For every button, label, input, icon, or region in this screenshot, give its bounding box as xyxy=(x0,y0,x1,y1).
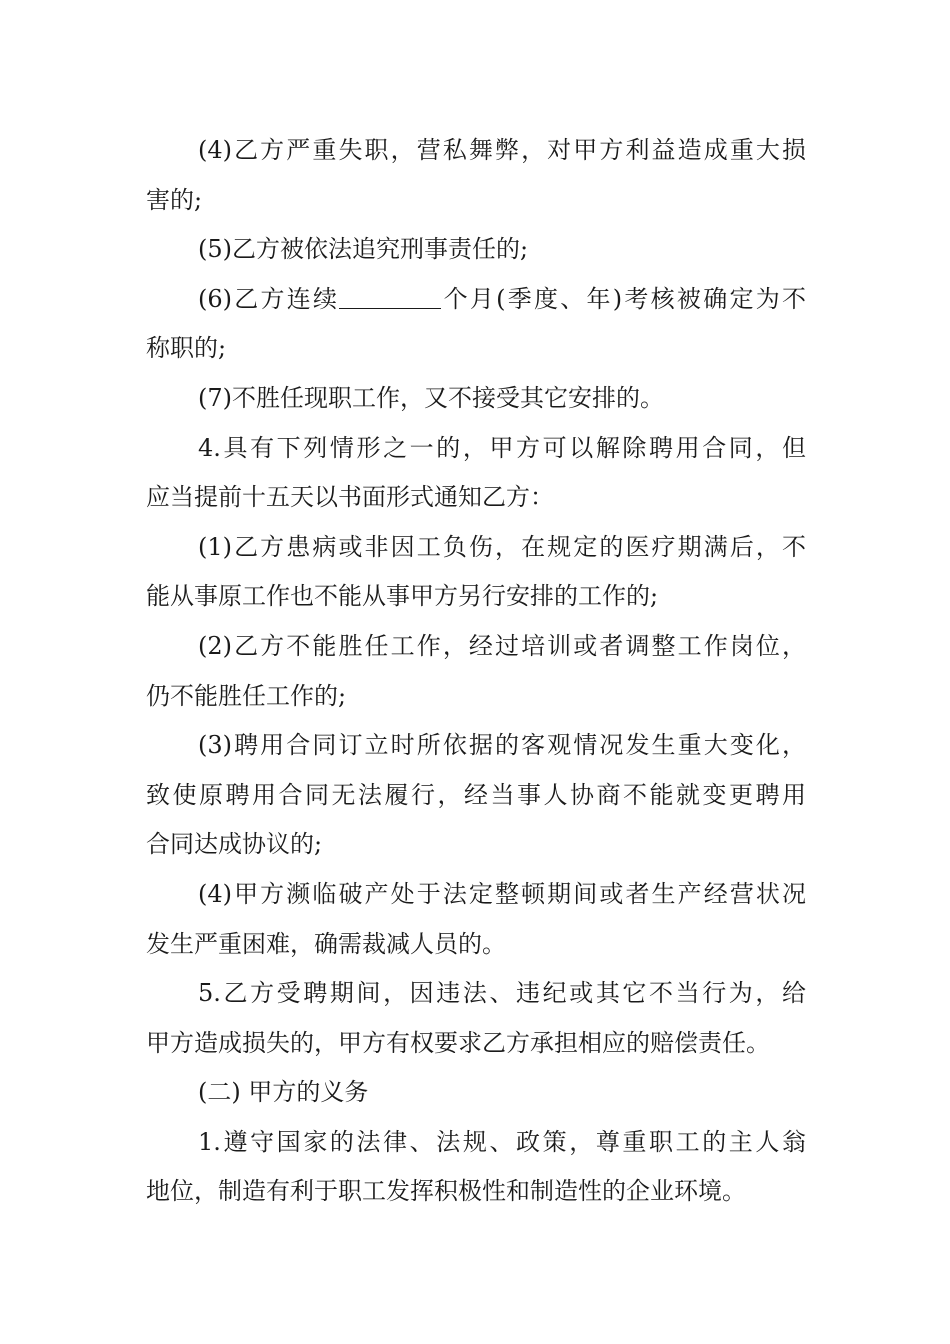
text-line: (2)乙方不能胜任工作，经过培训或者调整工作岗位， xyxy=(198,631,806,660)
text-line: 5.乙方受聘期间，因违法、违纪或其它不当行为，给 xyxy=(198,979,806,1008)
text-line: (5)乙方被依法追究刑事责任的; xyxy=(198,235,529,264)
text-line: (1)乙方患病或非因工负伤，在规定的医疗期满后，不 xyxy=(198,532,806,561)
text-line: (二) 甲方的义务 xyxy=(198,1078,369,1107)
paragraph-clause-6 xyxy=(146,275,806,374)
text-fragment: (6)乙方连续 xyxy=(198,284,340,313)
paragraph-clause-7 xyxy=(146,374,806,424)
text-line: 地位，制造有利于职工发挥积极性和制造性的企业环境。 xyxy=(146,1177,746,1206)
text-line xyxy=(146,275,806,325)
document-body xyxy=(146,126,806,1217)
paragraph-sub-1 xyxy=(146,523,806,622)
paragraph-clause-4 xyxy=(146,126,806,225)
paragraph-sub-4 xyxy=(146,870,806,969)
text-line: 应当提前十五天以书面形式通知乙方： xyxy=(146,483,554,512)
text-line: (3)聘用合同订立时所依据的客观情况发生重大变化， xyxy=(198,731,806,760)
text-line: 称职的; xyxy=(146,334,227,363)
paragraph-sub-3 xyxy=(146,721,806,870)
paragraph-clause-5 xyxy=(146,225,806,275)
text-line: 能从事原工作也不能从事甲方另行安排的工作的; xyxy=(146,582,659,611)
text-line: 4.具有下列情形之一的，甲方可以解除聘用合同，但 xyxy=(198,433,806,462)
text-line: (7)不胜任现职工作，又不接受其它安排的。 xyxy=(198,383,664,412)
paragraph-item-4 xyxy=(146,424,806,523)
paragraph-duty-1 xyxy=(146,1118,806,1217)
paragraph-sub-2 xyxy=(146,622,806,721)
text-line: (4)乙方严重失职，营私舞弊，对甲方利益造成重大损 xyxy=(198,136,806,164)
text-line: 害的; xyxy=(146,185,203,214)
paragraph-item-5 xyxy=(146,969,806,1068)
text-fragment: 个月(季度、年)考核被确定为不 xyxy=(441,284,806,313)
text-line: 致使原聘用合同无法履行，经当事人协商不能就变更聘用 xyxy=(146,780,806,809)
section-heading xyxy=(146,1068,806,1118)
text-line: 发生严重困难，确需裁减人员的。 xyxy=(146,929,506,958)
fill-in-blank xyxy=(339,283,441,309)
text-line: 1.遵守国家的法律、法规、政策，尊重职工的主人翁 xyxy=(198,1127,806,1156)
text-line: 合同达成协议的; xyxy=(146,830,323,859)
text-line: 仍不能胜任工作的; xyxy=(146,681,347,710)
text-line: 甲方造成损失的，甲方有权要求乙方承担相应的赔偿责任。 xyxy=(146,1028,770,1057)
text-line: (4)甲方濒临破产处于法定整顿期间或者生产经营状况 xyxy=(198,879,806,908)
